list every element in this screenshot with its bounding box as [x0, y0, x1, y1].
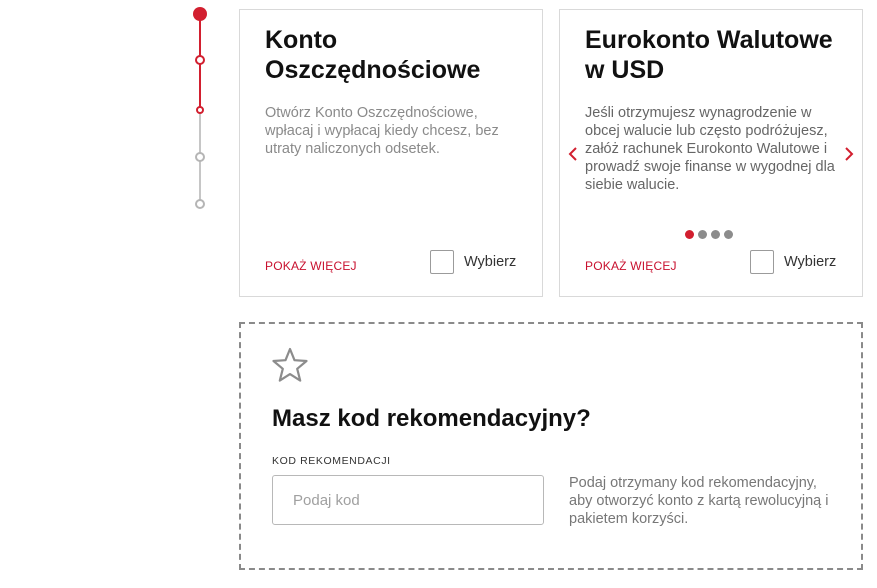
carousel-dot[interactable] — [685, 230, 694, 239]
select-label: Wybierz — [464, 254, 517, 270]
carousel-dots — [685, 230, 733, 239]
select-checkbox[interactable] — [430, 250, 454, 274]
referral-title: Masz kod rekomendacyjny? — [272, 405, 591, 432]
step-dot-products — [196, 106, 204, 114]
carousel-dot[interactable] — [711, 230, 720, 239]
select-product-usd[interactable] — [750, 250, 836, 274]
referral-field-label: KOD REKOMENDACJI — [272, 455, 391, 467]
show-more-link[interactable]: POKAŻ WIĘCEJ — [585, 259, 677, 273]
referral-code-section — [239, 322, 863, 570]
carousel-dot[interactable] — [724, 230, 733, 239]
step-dot-contract — [195, 199, 205, 209]
product-card-savings — [239, 9, 543, 297]
select-label: Wybierz — [784, 254, 837, 270]
carousel-dot[interactable] — [698, 230, 707, 239]
progress-stepper — [0, 0, 215, 260]
referral-hint: Podaj otrzymany kod rekomendacyjny, aby otworzyć konto z kartą rewolucyjną i pakietem korzyści. — [569, 475, 829, 527]
card-title: Eurokonto Walutowe w USD — [585, 26, 833, 84]
select-product-savings[interactable] — [430, 250, 516, 274]
card-description: Otwórz Konto Oszczędnościowe, wpłacaj i wypłacaj kiedy chcesz, bez utraty naliczonych odsetek. — [265, 105, 499, 157]
chevron-left-icon[interactable] — [566, 142, 580, 166]
card-description: Jeśli otrzymujesz wynagrodzenie w obcej walucie lub często podróżujesz, załóż rachunek Eurokonto Walutowe i prowadź swoje finanse w wygodnej dla siebie walucie. — [585, 105, 835, 193]
star-icon — [271, 347, 309, 383]
step-dot-start — [193, 7, 207, 21]
show-more-link[interactable]: POKAŻ WIĘCEJ — [265, 259, 357, 273]
referral-code-input[interactable] — [272, 475, 544, 525]
step-dot-info — [195, 152, 205, 162]
select-checkbox[interactable] — [750, 250, 774, 274]
product-card-usd — [559, 9, 863, 297]
card-title: Konto Oszczędnościowe — [265, 26, 481, 84]
step-dot-offer — [195, 55, 205, 65]
